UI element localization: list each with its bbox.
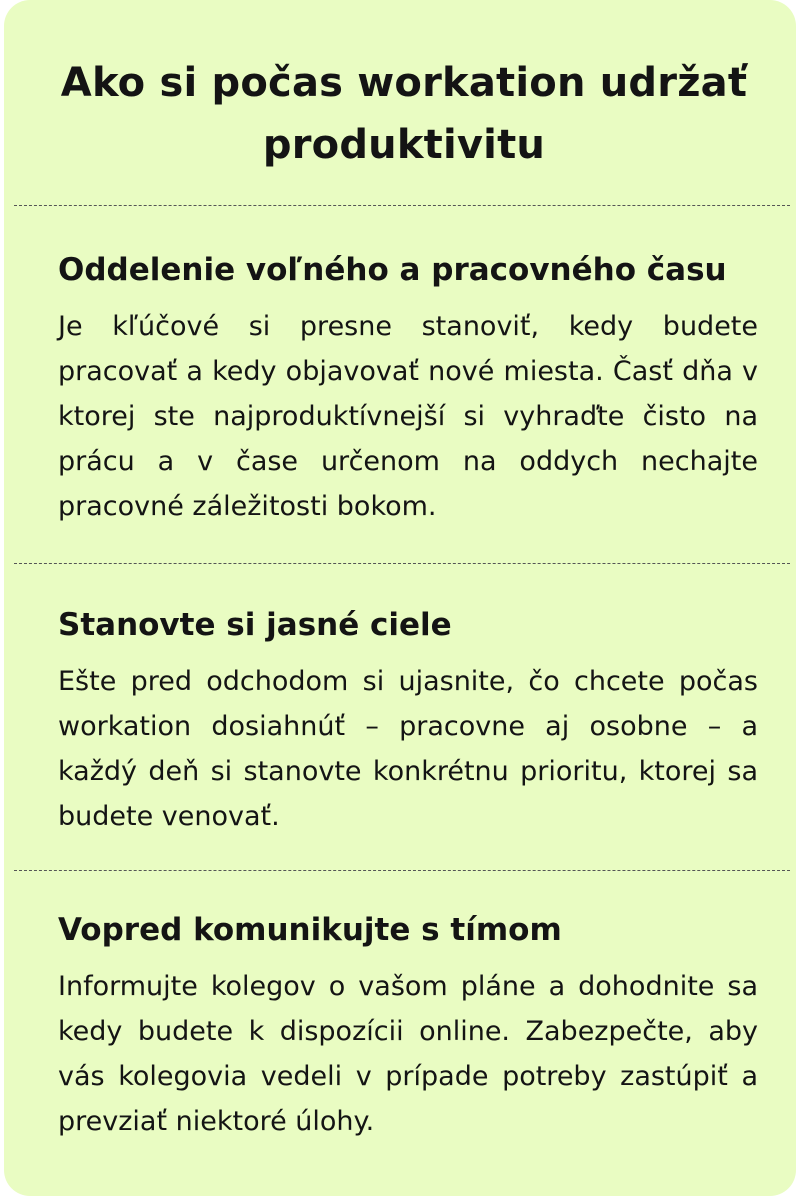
tips-card	[4, 0, 796, 1196]
section-team-communication	[58, 910, 758, 1144]
section-divider	[14, 205, 790, 206]
section-heading: Vopred komunikujte s tímom	[58, 912, 562, 948]
section-heading: Oddelenie voľného a pracovného času	[58, 252, 727, 288]
section-divider	[14, 563, 790, 564]
section-divider	[14, 870, 790, 871]
section-heading: Stanovte si jasné ciele	[58, 607, 452, 643]
section-text: Je kľúčové si presne stanoviť, kedy budete pracovať a kedy objavovať nové miesta. Časť dňa v ktorej ste najproduktívnejší si vyhraďte čisto na prácu a v čase určenom na oddych nechajte pracovné záležitosti bokom.	[58, 311, 758, 522]
section-clear-goals	[58, 605, 758, 839]
card-title: Ako si počas workation udržať produktivitu	[60, 60, 748, 168]
section-work-life-separation	[58, 250, 758, 529]
section-text: Informujte kolegov o vašom pláne a dohodnite sa kedy budete k dispozícii online. Zabezpečte, aby vás kolegovia vedeli v prípade potreby zastúpiť a prevziať niektoré úlohy.	[58, 971, 758, 1137]
section-text: Ešte pred odchodom si ujasnite, čo chcete počas workation dosiahnúť – pracovne aj osobne – a každý deň si stanovte konkrétnu prioritu, ktorej sa budete venovať.	[58, 666, 758, 832]
